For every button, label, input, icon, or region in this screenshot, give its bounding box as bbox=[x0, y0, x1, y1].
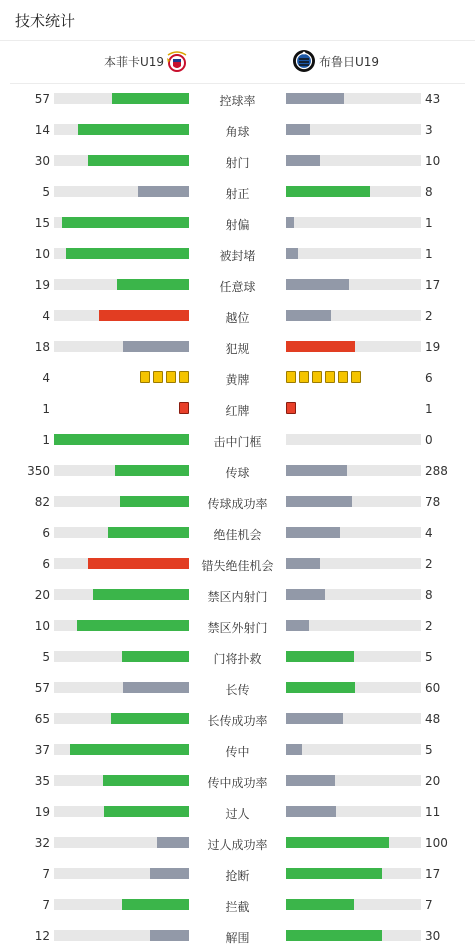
away-stat-bar bbox=[286, 620, 421, 631]
away-stat-value: 2 bbox=[425, 557, 433, 571]
stat-label: 传中 bbox=[225, 745, 250, 759]
yellow-card-icon bbox=[299, 371, 309, 383]
away-stat-bar bbox=[286, 217, 421, 228]
away-stat-value: 78 bbox=[425, 495, 441, 509]
away-stat-bar-fill bbox=[286, 496, 352, 507]
home-stat-bar-fill bbox=[108, 527, 189, 538]
away-stat-bar-fill bbox=[286, 775, 335, 786]
home-stat-bar bbox=[54, 496, 189, 507]
away-stat-bar bbox=[286, 310, 421, 321]
stat-row bbox=[0, 766, 475, 797]
away-stat-bar-fill bbox=[286, 124, 310, 135]
away-stat-bar bbox=[286, 248, 421, 259]
away-stat-bar-fill bbox=[286, 527, 340, 538]
yellow-card-icon bbox=[286, 371, 296, 383]
away-stat-value: 43 bbox=[425, 92, 441, 106]
away-stat-bar bbox=[286, 93, 421, 104]
away-stat-value: 100 bbox=[425, 836, 448, 850]
home-stat-bar bbox=[54, 620, 189, 631]
away-stat-value: 7 bbox=[425, 898, 433, 912]
away-red-cards bbox=[286, 402, 296, 414]
away-stat-bar bbox=[286, 682, 421, 693]
home-stat-bar-fill bbox=[138, 186, 189, 197]
away-stat-bar-fill bbox=[286, 620, 309, 631]
home-stat-bar bbox=[54, 248, 189, 259]
home-stat-bar-fill bbox=[123, 682, 189, 693]
away-stat-bar-fill bbox=[286, 341, 355, 352]
yellow-card-icon bbox=[338, 371, 348, 383]
away-stat-value: 8 bbox=[425, 588, 433, 602]
team-row bbox=[10, 41, 465, 84]
home-stat-value: 20 bbox=[34, 588, 50, 602]
away-stat-bar-fill bbox=[286, 868, 382, 879]
home-stat-bar-fill bbox=[150, 930, 189, 941]
stat-row bbox=[0, 270, 475, 301]
home-stat-value: 6 bbox=[42, 526, 50, 540]
stat-label: 抢断 bbox=[225, 869, 250, 883]
away-stat-bar-fill bbox=[286, 651, 354, 662]
stat-label: 传球 bbox=[225, 466, 250, 480]
away-stat-bar-fill bbox=[286, 899, 354, 910]
yellow-card-icon bbox=[140, 371, 150, 383]
home-stat-value: 5 bbox=[42, 650, 50, 664]
stat-row bbox=[0, 704, 475, 735]
stat-row bbox=[0, 146, 475, 177]
home-stat-value: 12 bbox=[34, 929, 50, 943]
away-stat-value: 2 bbox=[425, 619, 433, 633]
away-stat-value: 20 bbox=[425, 774, 441, 788]
home-stat-bar bbox=[54, 124, 189, 135]
stat-row bbox=[0, 177, 475, 208]
away-stat-value: 30 bbox=[425, 929, 441, 943]
home-stat-bar bbox=[54, 713, 189, 724]
stats-list bbox=[0, 84, 475, 952]
home-stat-bar bbox=[54, 341, 189, 352]
stat-label: 长传 bbox=[225, 683, 250, 697]
away-stat-value: 60 bbox=[425, 681, 441, 695]
away-stat-value: 6 bbox=[425, 371, 433, 385]
home-stat-bar bbox=[54, 930, 189, 941]
away-stat-value: 8 bbox=[425, 185, 433, 199]
home-stat-bar bbox=[54, 279, 189, 290]
home-stat-bar bbox=[54, 186, 189, 197]
home-stat-value: 82 bbox=[34, 495, 50, 509]
stat-row bbox=[0, 828, 475, 859]
stat-row bbox=[0, 890, 475, 921]
away-stat-bar bbox=[286, 868, 421, 879]
away-stat-bar bbox=[286, 837, 421, 848]
away-stat-bar-fill bbox=[286, 682, 355, 693]
stat-row bbox=[0, 518, 475, 549]
stat-row bbox=[0, 859, 475, 890]
away-stat-bar-fill bbox=[286, 155, 320, 166]
away-stat-value: 288 bbox=[425, 464, 448, 478]
away-stat-bar bbox=[286, 930, 421, 941]
away-stat-bar bbox=[286, 124, 421, 135]
away-stat-bar-fill bbox=[286, 806, 336, 817]
stat-label: 错失绝佳机会 bbox=[201, 559, 274, 573]
stat-row bbox=[0, 301, 475, 332]
stat-row bbox=[0, 363, 475, 394]
stat-row bbox=[0, 673, 475, 704]
stat-row bbox=[0, 239, 475, 270]
home-stat-bar-fill bbox=[54, 434, 189, 445]
home-stat-bar-fill bbox=[77, 620, 189, 631]
away-stat-bar bbox=[286, 186, 421, 197]
home-stat-value: 10 bbox=[34, 619, 50, 633]
away-stat-bar-fill bbox=[286, 310, 331, 321]
away-stat-value: 5 bbox=[425, 650, 433, 664]
away-stat-value: 3 bbox=[425, 123, 433, 137]
away-stat-bar-fill bbox=[286, 837, 389, 848]
stat-label: 越位 bbox=[225, 311, 250, 325]
home-team-name: 本菲卡U19 bbox=[104, 55, 165, 69]
home-stat-value: 1 bbox=[42, 402, 50, 416]
yellow-card-icon bbox=[312, 371, 322, 383]
home-stat-bar-fill bbox=[115, 465, 189, 476]
stat-label: 门将扑救 bbox=[213, 652, 262, 666]
home-stat-value: 4 bbox=[42, 309, 50, 323]
home-stat-bar-fill bbox=[99, 310, 189, 321]
away-stat-bar bbox=[286, 496, 421, 507]
home-stat-bar-fill bbox=[88, 558, 189, 569]
stat-label: 角球 bbox=[225, 125, 250, 139]
stat-label: 黄牌 bbox=[225, 373, 250, 387]
away-stat-bar-fill bbox=[286, 248, 298, 259]
stat-label: 红牌 bbox=[225, 404, 250, 418]
home-stat-bar bbox=[54, 651, 189, 662]
away-stat-bar-fill bbox=[286, 217, 294, 228]
yellow-card-icon bbox=[153, 371, 163, 383]
home-stat-value: 19 bbox=[34, 278, 50, 292]
home-stat-value: 7 bbox=[42, 898, 50, 912]
home-stat-bar bbox=[54, 868, 189, 879]
home-stat-bar-fill bbox=[157, 837, 189, 848]
stat-row bbox=[0, 735, 475, 766]
away-stat-bar-fill bbox=[286, 186, 370, 197]
home-stat-bar bbox=[54, 682, 189, 693]
away-stat-bar-fill bbox=[286, 465, 347, 476]
home-stat-bar-fill bbox=[66, 248, 189, 259]
home-stat-bar bbox=[54, 217, 189, 228]
away-stat-bar bbox=[286, 279, 421, 290]
stat-row bbox=[0, 208, 475, 239]
home-stat-bar bbox=[54, 93, 189, 104]
home-stat-value: 65 bbox=[34, 712, 50, 726]
stat-label: 绝佳机会 bbox=[213, 528, 262, 542]
stat-label: 射门 bbox=[225, 156, 250, 170]
home-stat-bar bbox=[54, 434, 189, 445]
home-stat-bar bbox=[54, 527, 189, 538]
away-stat-bar bbox=[286, 155, 421, 166]
stat-row bbox=[0, 487, 475, 518]
away-stat-bar bbox=[286, 434, 421, 445]
away-stat-bar-fill bbox=[286, 713, 343, 724]
stat-row bbox=[0, 332, 475, 363]
away-stat-value: 10 bbox=[425, 154, 441, 168]
stat-label: 传球成功率 bbox=[207, 497, 268, 511]
home-stat-value: 10 bbox=[34, 247, 50, 261]
stat-row bbox=[0, 642, 475, 673]
away-stat-bar bbox=[286, 558, 421, 569]
away-yellow-cards bbox=[286, 371, 361, 383]
away-team-name: 布鲁日U19 bbox=[319, 55, 380, 69]
away-stat-value: 11 bbox=[425, 805, 441, 819]
stat-label: 禁区外射门 bbox=[207, 621, 268, 635]
stat-label: 犯规 bbox=[225, 342, 250, 356]
home-stat-bar bbox=[54, 465, 189, 476]
away-stat-bar-fill bbox=[286, 279, 349, 290]
away-stat-bar bbox=[286, 341, 421, 352]
home-stat-bar-fill bbox=[104, 806, 189, 817]
home-stat-value: 35 bbox=[34, 774, 50, 788]
away-stat-bar bbox=[286, 713, 421, 724]
home-stat-value: 32 bbox=[34, 836, 50, 850]
stat-label: 射正 bbox=[225, 187, 250, 201]
stat-row bbox=[0, 797, 475, 828]
home-red-cards bbox=[179, 402, 189, 414]
home-stat-value: 30 bbox=[34, 154, 50, 168]
away-stat-bar-fill bbox=[286, 589, 325, 600]
yellow-card-icon bbox=[351, 371, 361, 383]
stat-label: 被封堵 bbox=[219, 249, 256, 263]
stat-row bbox=[0, 456, 475, 487]
home-stat-value: 14 bbox=[34, 123, 50, 137]
club-brugge-crest-icon bbox=[291, 48, 317, 74]
away-stat-value: 1 bbox=[425, 216, 433, 230]
home-stat-value: 4 bbox=[42, 371, 50, 385]
away-stat-bar bbox=[286, 806, 421, 817]
away-stat-value: 2 bbox=[425, 309, 433, 323]
yellow-card-icon bbox=[179, 371, 189, 383]
home-stat-bar-fill bbox=[117, 279, 189, 290]
stat-row bbox=[0, 394, 475, 425]
away-stat-bar-fill bbox=[286, 93, 344, 104]
away-stat-bar bbox=[286, 744, 421, 755]
away-stat-bar bbox=[286, 651, 421, 662]
home-stat-bar bbox=[54, 899, 189, 910]
home-stat-value: 6 bbox=[42, 557, 50, 571]
home-stat-bar-fill bbox=[70, 744, 189, 755]
stat-row bbox=[0, 549, 475, 580]
home-stat-bar-fill bbox=[122, 651, 190, 662]
stat-row bbox=[0, 580, 475, 611]
home-stat-bar-fill bbox=[93, 589, 189, 600]
away-stat-bar bbox=[286, 775, 421, 786]
stat-label: 传中成功率 bbox=[207, 776, 268, 790]
away-stat-value: 5 bbox=[425, 743, 433, 757]
stat-label: 击中门框 bbox=[213, 435, 262, 449]
away-stat-bar bbox=[286, 589, 421, 600]
home-stat-value: 15 bbox=[34, 216, 50, 230]
home-stat-bar bbox=[54, 775, 189, 786]
stat-label: 射偏 bbox=[225, 218, 250, 232]
away-stat-value: 17 bbox=[425, 278, 441, 292]
stats-header bbox=[0, 0, 475, 41]
home-stat-value: 37 bbox=[34, 743, 50, 757]
away-stat-value: 1 bbox=[425, 402, 433, 416]
away-stat-bar bbox=[286, 465, 421, 476]
red-card-icon bbox=[179, 402, 189, 414]
yellow-card-icon bbox=[166, 371, 176, 383]
home-stat-bar bbox=[54, 310, 189, 321]
page-title: 技术统计 bbox=[15, 12, 76, 30]
home-stat-bar-fill bbox=[120, 496, 189, 507]
home-stat-value: 5 bbox=[42, 185, 50, 199]
stat-label: 禁区内射门 bbox=[207, 590, 268, 604]
home-stat-bar bbox=[54, 589, 189, 600]
away-stat-value: 4 bbox=[425, 526, 433, 540]
home-stat-value: 1 bbox=[42, 433, 50, 447]
stat-label: 过人 bbox=[225, 807, 250, 821]
home-stat-bar-fill bbox=[103, 775, 189, 786]
stat-label: 解围 bbox=[225, 931, 250, 945]
away-stat-bar-fill bbox=[286, 744, 302, 755]
stat-label: 任意球 bbox=[219, 280, 256, 294]
home-stat-bar-fill bbox=[122, 899, 190, 910]
stat-row bbox=[0, 115, 475, 146]
stat-row bbox=[0, 611, 475, 642]
home-stat-bar-fill bbox=[111, 713, 189, 724]
away-stat-value: 1 bbox=[425, 247, 433, 261]
red-card-icon bbox=[286, 402, 296, 414]
home-stat-bar-fill bbox=[150, 868, 189, 879]
away-stat-bar bbox=[286, 527, 421, 538]
home-stat-value: 57 bbox=[34, 681, 50, 695]
away-stat-value: 19 bbox=[425, 340, 441, 354]
away-stat-value: 17 bbox=[425, 867, 441, 881]
stat-label: 控球率 bbox=[219, 94, 256, 108]
home-stat-value: 7 bbox=[42, 867, 50, 881]
stat-row bbox=[0, 425, 475, 456]
away-stat-bar bbox=[286, 899, 421, 910]
home-stat-bar bbox=[54, 744, 189, 755]
stat-row bbox=[0, 921, 475, 952]
away-stat-value: 0 bbox=[425, 433, 433, 447]
home-stat-bar-fill bbox=[62, 217, 189, 228]
home-stat-bar-fill bbox=[88, 155, 189, 166]
home-stat-bar bbox=[54, 806, 189, 817]
home-stat-value: 57 bbox=[34, 92, 50, 106]
away-stat-bar-fill bbox=[286, 930, 382, 941]
stat-row bbox=[0, 84, 475, 115]
home-stat-bar-fill bbox=[78, 124, 189, 135]
home-yellow-cards bbox=[140, 371, 189, 383]
stat-label: 过人成功率 bbox=[207, 838, 268, 852]
home-stat-bar bbox=[54, 837, 189, 848]
away-stat-bar-fill bbox=[286, 558, 320, 569]
home-stat-value: 19 bbox=[34, 805, 50, 819]
stat-label: 长传成功率 bbox=[207, 714, 268, 728]
home-stat-bar bbox=[54, 558, 189, 569]
away-stat-value: 48 bbox=[425, 712, 441, 726]
home-stat-bar-fill bbox=[123, 341, 189, 352]
home-stat-value: 350 bbox=[27, 464, 50, 478]
home-stat-bar-fill bbox=[112, 93, 189, 104]
benfica-crest-icon bbox=[164, 48, 190, 74]
home-stat-value: 18 bbox=[34, 340, 50, 354]
stat-label: 拦截 bbox=[225, 900, 250, 914]
home-stat-bar bbox=[54, 155, 189, 166]
yellow-card-icon bbox=[325, 371, 335, 383]
